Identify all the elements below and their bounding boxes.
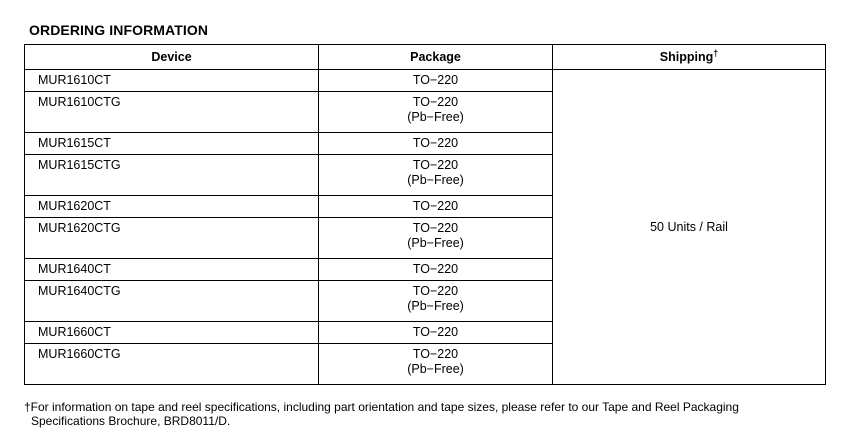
package-cell xyxy=(319,344,553,385)
header-device: Device xyxy=(25,45,319,70)
device-cell: MUR1610CT xyxy=(25,70,319,92)
package-cell xyxy=(319,70,553,92)
device-cell: MUR1660CT xyxy=(25,322,319,344)
package-cell xyxy=(319,155,553,196)
device-cell: MUR1640CT xyxy=(25,259,319,281)
device-cell: MUR1640CTG xyxy=(25,281,319,322)
package-name: TO−220 xyxy=(412,284,459,298)
device-cell: MUR1620CTG xyxy=(25,218,319,259)
package-note: (Pb−Free) xyxy=(407,362,464,376)
package-cell xyxy=(319,133,553,155)
header-package: Package xyxy=(319,45,553,70)
package-name: TO−220 xyxy=(412,95,459,109)
package-name: TO−220 xyxy=(412,158,459,172)
package-cell xyxy=(319,92,553,133)
package-name: TO−220 xyxy=(412,199,459,213)
shipping-cell: 50 Units / Rail xyxy=(553,70,826,385)
header-shipping-label: Shipping xyxy=(659,50,714,64)
package-note: (Pb−Free) xyxy=(407,299,464,313)
device-cell: MUR1660CTG xyxy=(25,344,319,385)
package-note: (Pb−Free) xyxy=(407,236,464,250)
dagger-mark: † xyxy=(713,48,719,58)
package-name: TO−220 xyxy=(412,221,459,235)
device-cell: MUR1610CTG xyxy=(25,92,319,133)
table-header-row xyxy=(25,45,826,70)
footnote-line-1: †For information on tape and reel specifications, including part orientation and tape sizes, please refer to our Tape and Reel Packaging xyxy=(24,400,739,414)
package-note: (Pb−Free) xyxy=(407,110,464,124)
device-cell: MUR1615CT xyxy=(25,133,319,155)
package-name: TO−220 xyxy=(412,325,459,339)
footnote-line-2: Specifications Brochure, BRD8011/D. xyxy=(31,414,231,428)
device-cell: MUR1620CT xyxy=(25,196,319,218)
package-name: TO−220 xyxy=(412,136,459,150)
package-name: TO−220 xyxy=(412,347,459,361)
package-cell xyxy=(319,196,553,218)
package-note: (Pb−Free) xyxy=(407,173,464,187)
header-shipping xyxy=(553,45,826,70)
footnote xyxy=(24,400,834,428)
package-cell xyxy=(319,281,553,322)
package-cell xyxy=(319,322,553,344)
table-row xyxy=(25,70,826,92)
package-cell xyxy=(319,218,553,259)
package-cell xyxy=(319,259,553,281)
section-title: ORDERING INFORMATION xyxy=(29,22,209,38)
package-name: TO−220 xyxy=(412,73,459,87)
ordering-table xyxy=(24,44,826,385)
package-name: TO−220 xyxy=(412,262,459,276)
device-cell: MUR1615CTG xyxy=(25,155,319,196)
